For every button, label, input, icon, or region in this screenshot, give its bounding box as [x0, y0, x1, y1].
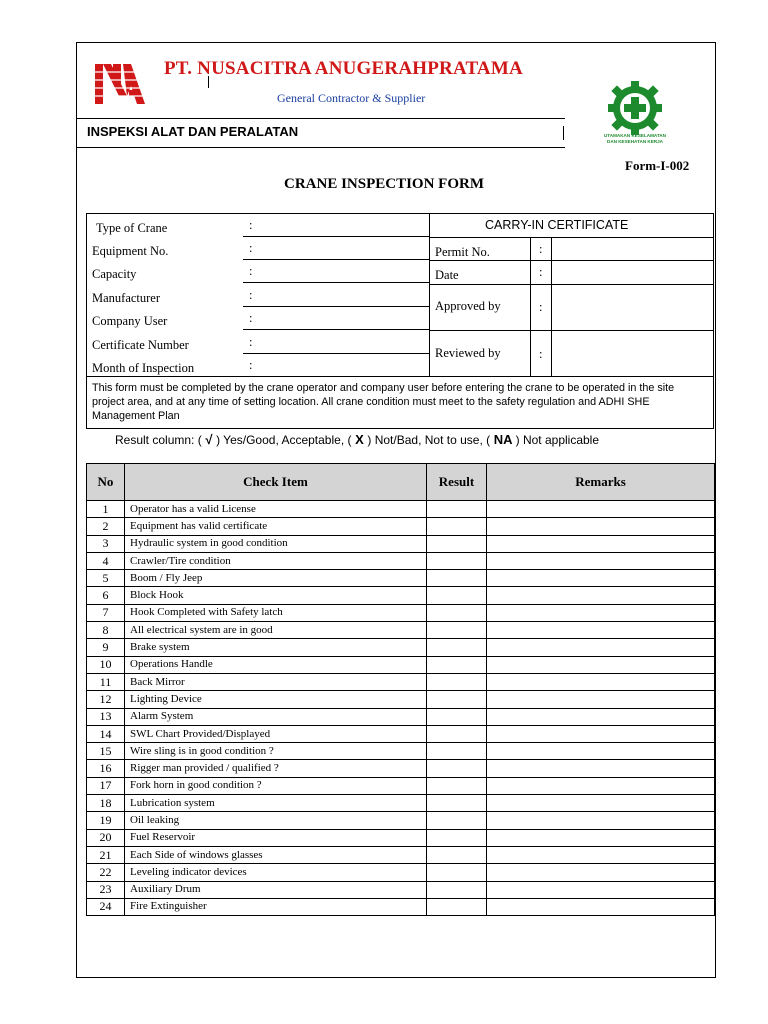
cursor-mark — [208, 76, 209, 88]
legend-check-symbol: √ — [201, 432, 217, 447]
table-row — [87, 587, 715, 604]
row-result-cell[interactable] — [427, 604, 487, 621]
row-check-item: Brake system — [125, 639, 427, 656]
row-result-cell[interactable] — [427, 708, 487, 725]
table-row — [87, 898, 715, 915]
row-number: 22 — [87, 864, 125, 881]
row-check-item: Block Hook — [125, 587, 427, 604]
row-result-cell[interactable] — [427, 535, 487, 552]
form-title: CRANE INSPECTION FORM — [283, 176, 484, 192]
row-result-cell[interactable] — [427, 846, 487, 863]
field-line-certificate — [243, 353, 429, 354]
label-type-of-crane: Type of Crane — [96, 221, 168, 235]
row-result-cell[interactable] — [427, 501, 487, 518]
table-row — [87, 552, 715, 569]
row-remarks-cell[interactable] — [487, 743, 715, 760]
row-result-cell[interactable] — [427, 656, 487, 673]
row-check-item: Equipment has valid certificate — [125, 518, 427, 535]
legend-prefix: Result column: ( — [115, 433, 202, 447]
row-number: 6 — [87, 587, 125, 604]
row-check-item: Oil leaking — [125, 812, 427, 829]
row-check-item: Alarm System — [125, 708, 427, 725]
row-result-cell[interactable] — [427, 639, 487, 656]
row-number: 24 — [87, 898, 125, 915]
row-result-cell[interactable] — [427, 691, 487, 708]
table-row — [87, 518, 715, 535]
row-check-item: Operator has a valid License — [125, 501, 427, 518]
row-remarks-cell[interactable] — [487, 656, 715, 673]
row-check-item: Rigger man provided / qualified ? — [125, 760, 427, 777]
row-check-item: Hydraulic system in good condition — [125, 535, 427, 552]
header-remarks: Remarks — [487, 464, 715, 501]
row-remarks-cell[interactable] — [487, 622, 715, 639]
row-check-item: Operations Handle — [125, 656, 427, 673]
table-row — [87, 760, 715, 777]
table-row — [87, 501, 715, 518]
result-legend — [115, 432, 599, 447]
k3-caption-line2: DAN KESEHATAN KERJA — [607, 139, 663, 144]
row-check-item: SWL Chart Provided/Displayed — [125, 725, 427, 742]
row-remarks-cell[interactable] — [487, 691, 715, 708]
row-result-cell[interactable] — [427, 812, 487, 829]
colon-type: : — [249, 218, 253, 232]
header-divider — [77, 118, 565, 119]
colon-month: : — [249, 358, 253, 372]
row-number: 23 — [87, 881, 125, 898]
legend-bad-text: ) Not/Bad, Not to use, ( — [367, 433, 491, 447]
check-items-table — [86, 463, 715, 916]
field-line-capacity — [243, 282, 429, 283]
row-remarks-cell[interactable] — [487, 812, 715, 829]
row-remarks-cell[interactable] — [487, 518, 715, 535]
row-result-cell[interactable] — [427, 898, 487, 915]
row-result-cell[interactable] — [427, 518, 487, 535]
row-check-item: Back Mirror — [125, 673, 427, 690]
row-remarks-cell[interactable] — [487, 795, 715, 812]
row-result-cell[interactable] — [427, 552, 487, 569]
row-number: 20 — [87, 829, 125, 846]
colon-company-user: : — [249, 311, 253, 325]
header-no: No — [87, 464, 125, 501]
row-remarks-cell[interactable] — [487, 777, 715, 794]
row-number: 10 — [87, 656, 125, 673]
row-remarks-cell[interactable] — [487, 846, 715, 863]
table-row — [87, 829, 715, 846]
right-line-2 — [429, 260, 714, 261]
colon-approved: : — [539, 300, 543, 314]
colon-manufacturer: : — [249, 288, 253, 302]
company-logo-icon — [93, 60, 147, 106]
table-row — [87, 691, 715, 708]
row-result-cell[interactable] — [427, 570, 487, 587]
table-row — [87, 743, 715, 760]
row-number: 11 — [87, 673, 125, 690]
row-check-item: Fire Extinguisher — [125, 898, 427, 915]
row-check-item: Hook Completed with Safety latch — [125, 604, 427, 621]
field-line-company-user — [243, 329, 429, 330]
header-result: Result — [427, 464, 487, 501]
row-number: 2 — [87, 518, 125, 535]
table-row — [87, 795, 715, 812]
row-number: 4 — [87, 552, 125, 569]
row-number: 7 — [87, 604, 125, 621]
form-number: Form-I-002 — [625, 158, 690, 173]
colon-date: : — [539, 265, 543, 279]
k3-caption-line1: UTAMAKAN KESELAMATAN — [603, 133, 666, 138]
label-manufacturer: Manufacturer — [92, 291, 161, 305]
row-result-cell[interactable] — [427, 725, 487, 742]
row-check-item: Crawler/Tire condition — [125, 552, 427, 569]
row-number: 1 — [87, 501, 125, 518]
right-col-line-b — [551, 237, 552, 376]
row-remarks-cell[interactable] — [487, 829, 715, 846]
row-number: 14 — [87, 725, 125, 742]
table-row — [87, 777, 715, 794]
field-line-equipment — [243, 259, 429, 260]
label-reviewed-by: Reviewed by — [435, 346, 501, 360]
table-row — [87, 846, 715, 863]
row-number: 17 — [87, 777, 125, 794]
label-company-user: Company User — [92, 314, 168, 328]
colon-reviewed: : — [539, 347, 543, 361]
header-check-item: Check Item — [125, 464, 427, 501]
row-remarks-cell[interactable] — [487, 881, 715, 898]
label-permit-no: Permit No. — [435, 245, 490, 259]
field-line-type — [243, 236, 429, 237]
row-result-cell[interactable] — [427, 743, 487, 760]
field-line-manufacturer — [243, 306, 429, 307]
label-equipment-no: Equipment No. — [92, 244, 169, 258]
row-check-item: Wire sling is in good condition ? — [125, 743, 427, 760]
right-col-line-a — [530, 237, 531, 376]
colon-certificate: : — [249, 335, 253, 349]
row-remarks-cell[interactable] — [487, 898, 715, 915]
row-remarks-cell[interactable] — [487, 604, 715, 621]
table-row — [87, 881, 715, 898]
colon-permit: : — [539, 242, 543, 256]
row-result-cell[interactable] — [427, 829, 487, 846]
row-number: 18 — [87, 795, 125, 812]
label-month-of-inspection: Month of Inspection — [92, 361, 195, 375]
row-check-item: Auxiliary Drum — [125, 881, 427, 898]
row-remarks-cell[interactable] — [487, 760, 715, 777]
row-remarks-cell[interactable] — [487, 552, 715, 569]
row-check-item: All electrical system are in good — [125, 622, 427, 639]
row-result-cell[interactable] — [427, 795, 487, 812]
row-result-cell[interactable] — [427, 587, 487, 604]
row-result-cell[interactable] — [427, 673, 487, 690]
row-number: 8 — [87, 622, 125, 639]
row-result-cell[interactable] — [427, 760, 487, 777]
carry-in-certificate-heading: CARRY-IN CERTIFICATE — [485, 218, 629, 232]
row-remarks-cell[interactable] — [487, 864, 715, 881]
table-row — [87, 812, 715, 829]
table-row — [87, 639, 715, 656]
row-check-item: Lubrication system — [125, 795, 427, 812]
legend-na-symbol: NA — [490, 432, 516, 447]
row-check-item: Leveling indicator devices — [125, 864, 427, 881]
section-tick — [563, 126, 564, 140]
legend-good-text: ) Yes/Good, Acceptable, ( — [216, 433, 352, 447]
row-result-cell[interactable] — [427, 622, 487, 639]
table-row — [87, 656, 715, 673]
row-number: 12 — [87, 691, 125, 708]
row-number: 3 — [87, 535, 125, 552]
right-line-3 — [429, 284, 714, 285]
row-check-item: Fork horn in good condition ? — [125, 777, 427, 794]
company-tagline: General Contractor & Supplier — [277, 91, 426, 105]
row-number: 15 — [87, 743, 125, 760]
row-remarks-cell[interactable] — [487, 535, 715, 552]
row-number: 9 — [87, 639, 125, 656]
table-row — [87, 725, 715, 742]
label-certificate-number: Certificate Number — [92, 338, 189, 352]
table-row — [87, 673, 715, 690]
form-instructions: This form must be completed by the crane operator and company user before entering the crane to be operated in the site project area, and at any time of setting location. All crane condition must meet to the safety regulation and ADHI SHE Management Plan — [92, 382, 675, 422]
legend-na-text: ) Not applicable — [515, 433, 600, 447]
row-check-item: Lighting Device — [125, 691, 427, 708]
row-check-item: Boom / Fly Jeep — [125, 570, 427, 587]
info-note-divider — [86, 376, 714, 377]
row-number: 21 — [87, 846, 125, 863]
label-capacity: Capacity — [92, 267, 137, 281]
row-remarks-cell[interactable] — [487, 673, 715, 690]
legend-x-symbol: X — [351, 432, 368, 447]
table-row — [87, 622, 715, 639]
row-remarks-cell[interactable] — [487, 501, 715, 518]
row-number: 16 — [87, 760, 125, 777]
row-result-cell[interactable] — [427, 881, 487, 898]
right-line-4 — [429, 330, 714, 331]
row-result-cell[interactable] — [427, 777, 487, 794]
row-remarks-cell[interactable] — [487, 708, 715, 725]
table-row — [87, 535, 715, 552]
row-check-item: Each Side of windows glasses — [125, 846, 427, 863]
k3-caption — [590, 133, 680, 145]
row-remarks-cell[interactable] — [487, 639, 715, 656]
row-check-item: Fuel Reservoir — [125, 829, 427, 846]
company-name: PT. NUSACITRA ANUGERAHPRATAMA — [164, 58, 523, 79]
row-number: 19 — [87, 812, 125, 829]
table-row — [87, 708, 715, 725]
colon-equipment: : — [249, 241, 253, 255]
colon-capacity: : — [249, 264, 253, 278]
table-row — [87, 604, 715, 621]
section-title: INSPEKSI ALAT DAN PERALATAN — [87, 124, 299, 139]
row-number: 5 — [87, 570, 125, 587]
row-remarks-cell[interactable] — [487, 587, 715, 604]
label-approved-by: Approved by — [435, 299, 501, 313]
row-remarks-cell[interactable] — [487, 570, 715, 587]
table-row — [87, 864, 715, 881]
table-header-row — [87, 464, 715, 501]
label-date: Date — [435, 268, 459, 282]
row-remarks-cell[interactable] — [487, 725, 715, 742]
row-result-cell[interactable] — [427, 864, 487, 881]
row-number: 13 — [87, 708, 125, 725]
right-line-1 — [429, 237, 714, 238]
header-divider-bottom — [77, 147, 565, 148]
table-row — [87, 570, 715, 587]
